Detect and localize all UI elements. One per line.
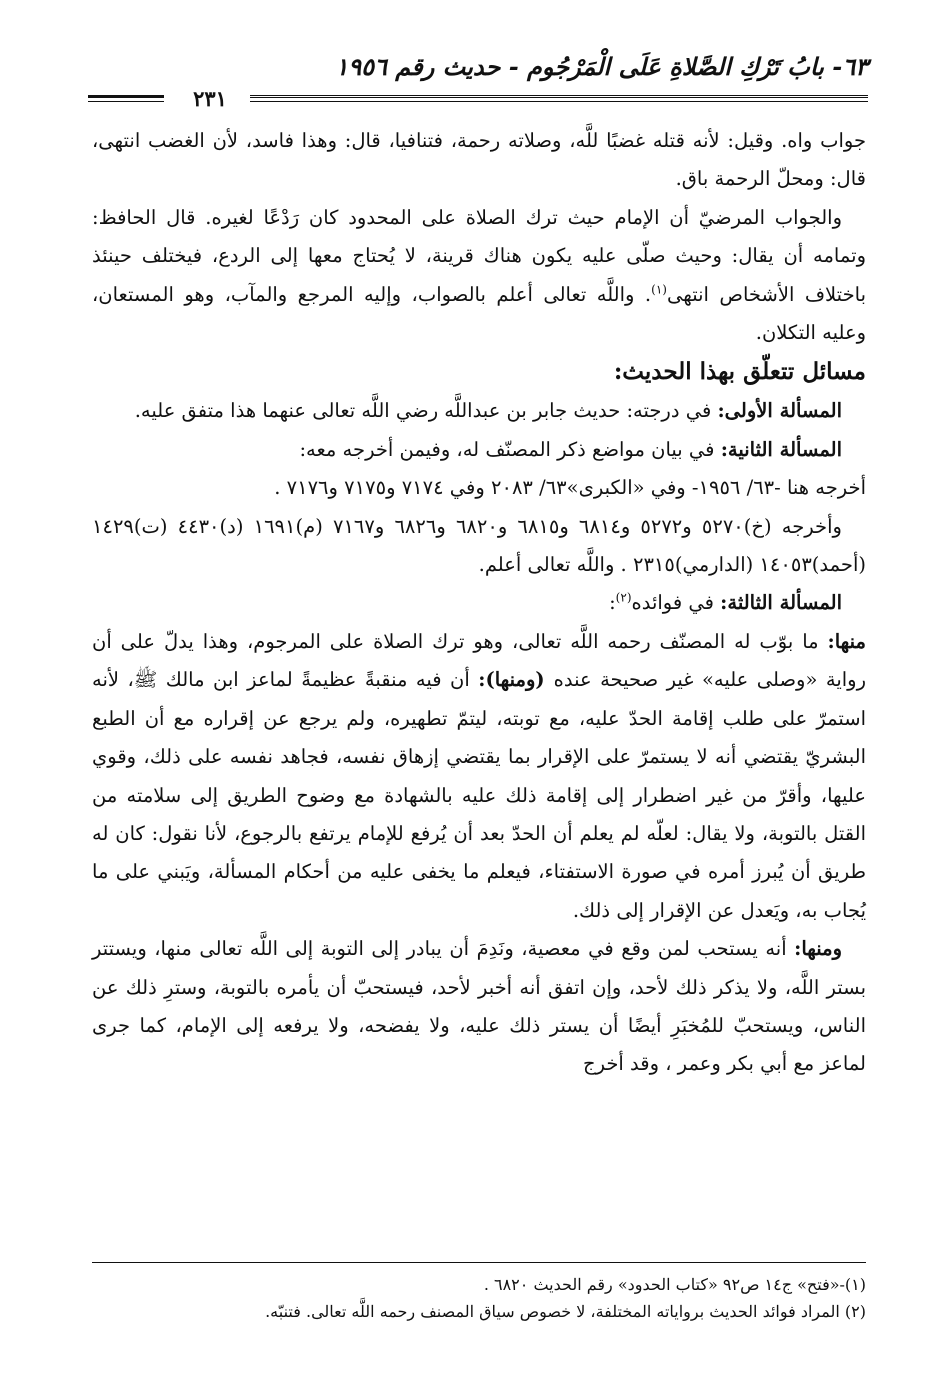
footnote-ref-1[interactable]: (١) <box>651 282 667 297</box>
benefit-1-text: ما بوّب له المصنّف رحمه اللَّه تعالى، وهو ترك الصلاة على المرجوم، وهذا يدلّ على أن رواية «وصلى عليه» غير صحيحة عنده <box>92 629 866 692</box>
benefit-3-label: ومنها: <box>794 937 842 961</box>
issue-1-text: في درجته: حديث جابر بن عبداللَّه رضي اللَّه تعالى عنهما هذا متفق عليه. <box>134 399 718 423</box>
footnote-ref-2[interactable]: (٢) <box>615 590 632 605</box>
issue-1-label: المسألة الأولى: <box>717 399 842 423</box>
issue-2-line-1: أخرجه هنا -٦٣/ ١٩٥٦- وفي «الكبرى»٦٣/ ٢٠٨٣ وفي ٧١٧٤ و٧١٧٥ و٧١٧٦ . <box>274 476 866 500</box>
issue-2-text: في بيان مواضع ذكر المصنّف له، وفيمن أخرجه معه: <box>299 437 721 461</box>
main-text <box>92 122 866 1084</box>
header-rule-short <box>88 95 164 102</box>
benefit-3-text: أنه يستحب لمن وقع في معصية، ونَدِمَ أن يبادر إلى التوبة إلى اللَّه تعالى منها، ويستتر بستر اللَّه، ولا يذكر ذلك لأحد، وإن اتفق أنه أخبر لأحد، فيستحبّ أن يأمره بالتوبة، وسترِ ذلك عن الناس، ويستحبّ للمُخبَرِ أيضًا أن يستر ذلك عليه، ولا يفضحه، ولا يرفعه إلى الإمام، كما جرى لماعز مع أبي بكر وعمر ، وقد أخرج <box>92 937 866 1076</box>
issue-3-label: المسألة الثالثة: <box>720 591 842 615</box>
footnote-1: (١)-«فتح» ج١٤ ص٩٢ «كتاب الحدود» رقم الحديث ٦٨٢٠ . <box>483 1275 866 1294</box>
paragraph-2 <box>92 199 866 353</box>
benefit-1 <box>92 623 866 930</box>
benefit-1-label: منها: <box>827 629 866 653</box>
issue-3 <box>92 584 866 622</box>
benefit-3 <box>92 930 866 1084</box>
footnotes <box>92 1262 866 1325</box>
section-heading: مسائل تتعلّق بهذا الحديث: <box>613 358 866 386</box>
header-rule-long <box>250 95 868 102</box>
running-header <box>88 52 868 86</box>
page-number: ٢٣١ <box>193 86 227 111</box>
issue-3-tail: : <box>609 591 616 615</box>
issue-2-line-2: وأخرجه (خ)٥٢٧٠ و٥٢٧٢ و٦٨١٤ و٦٨١٥ و٦٨٢٠ و٦٨٢٦ و٧١٦٧ (م)١٦٩١ (د)٤٤٣٠ (ت)١٤٢٩ (أحمد)١٤٠٥٣ (الدارمي)٢٣١٥ . واللَّه تعالى أعلم. <box>92 514 866 577</box>
chapter-title: ٦٣- بابُ تَرْكِ الصَّلاةِ عَلَى الْمَرْجُوم - حديث رقم ١٩٥٦ <box>335 52 868 81</box>
issue-3-text: في فوائده <box>631 591 721 615</box>
paragraph-1: جواب واه. وقيل: لأنه قتله غضبًا للَّه، وصلاته رحمة، فتنافيا، قال: وهذا فاسد، لأن الغضب انتهى، قال: ومحلّ الرحمة باق. <box>92 129 866 191</box>
issue-2-label: المسألة الثانية: <box>720 437 842 461</box>
paragraph-2-text: والجواب المرضيّ أن الإمام حيث ترك الصلاة على المحدود كان رَدْعًا لغيره. قال الحافظ: وتمامه أن يقال: وحيث صلّى عليه يكون هناك قرينة، لا يُحتاج معها إلى الردع، فيختلف حينئذ باختلاف الأشخاص انتهى <box>92 205 866 306</box>
benefit-2-text: أن فيه منقبةً عظيمةً لماعز ابن مالك ﷺ، لأنه استمرّ على طلب إقامة الحدّ عليه، مع توبته، ليتمّ تطهيره، ولم يرجع عن إقراره مع أن الطبع البشريّ يقتضي أنه لا يستمرّ على الإقرار بما يقتضي إزهاق نفسه، فجاهد نفسه على ذلك، وقوي عليها، وأقرّ من غير اضطرار إلى إقامة ذلك عليه بالشهادة مع وضوح الطريق إلى سلامته من القتل بالتوبة، ولا يقال: لعلّه لم يعلم أن الحدّ بعد أن يُرفع للإمام يرتفع بالرجوع، لأنا نقول: كان له طريق أن يُبرز أمره في صورة الاستفتاء، فيعلم ما يخفى عليه من أحكام المسألة، ويَبني على ما يُجاب به، ويَعدل عن الإقرار إلى ذلك. <box>92 668 866 922</box>
benefit-2-label: (ومنها): <box>478 668 554 692</box>
header-rule <box>88 86 868 111</box>
issue-1 <box>92 392 866 430</box>
issue-2 <box>92 431 866 469</box>
paragraph-2-tail: . واللَّه تعالى أعلم بالصواب، وإليه المرجع والمآب، وهو المستعان، وعليه التكلان. <box>92 282 866 345</box>
footnote-2: (٢) المراد فوائد الحديث برواياته المختلفة، لا خصوص سياق المصنف رحمه اللَّه تعالى. فتنبّه. <box>265 1302 866 1321</box>
